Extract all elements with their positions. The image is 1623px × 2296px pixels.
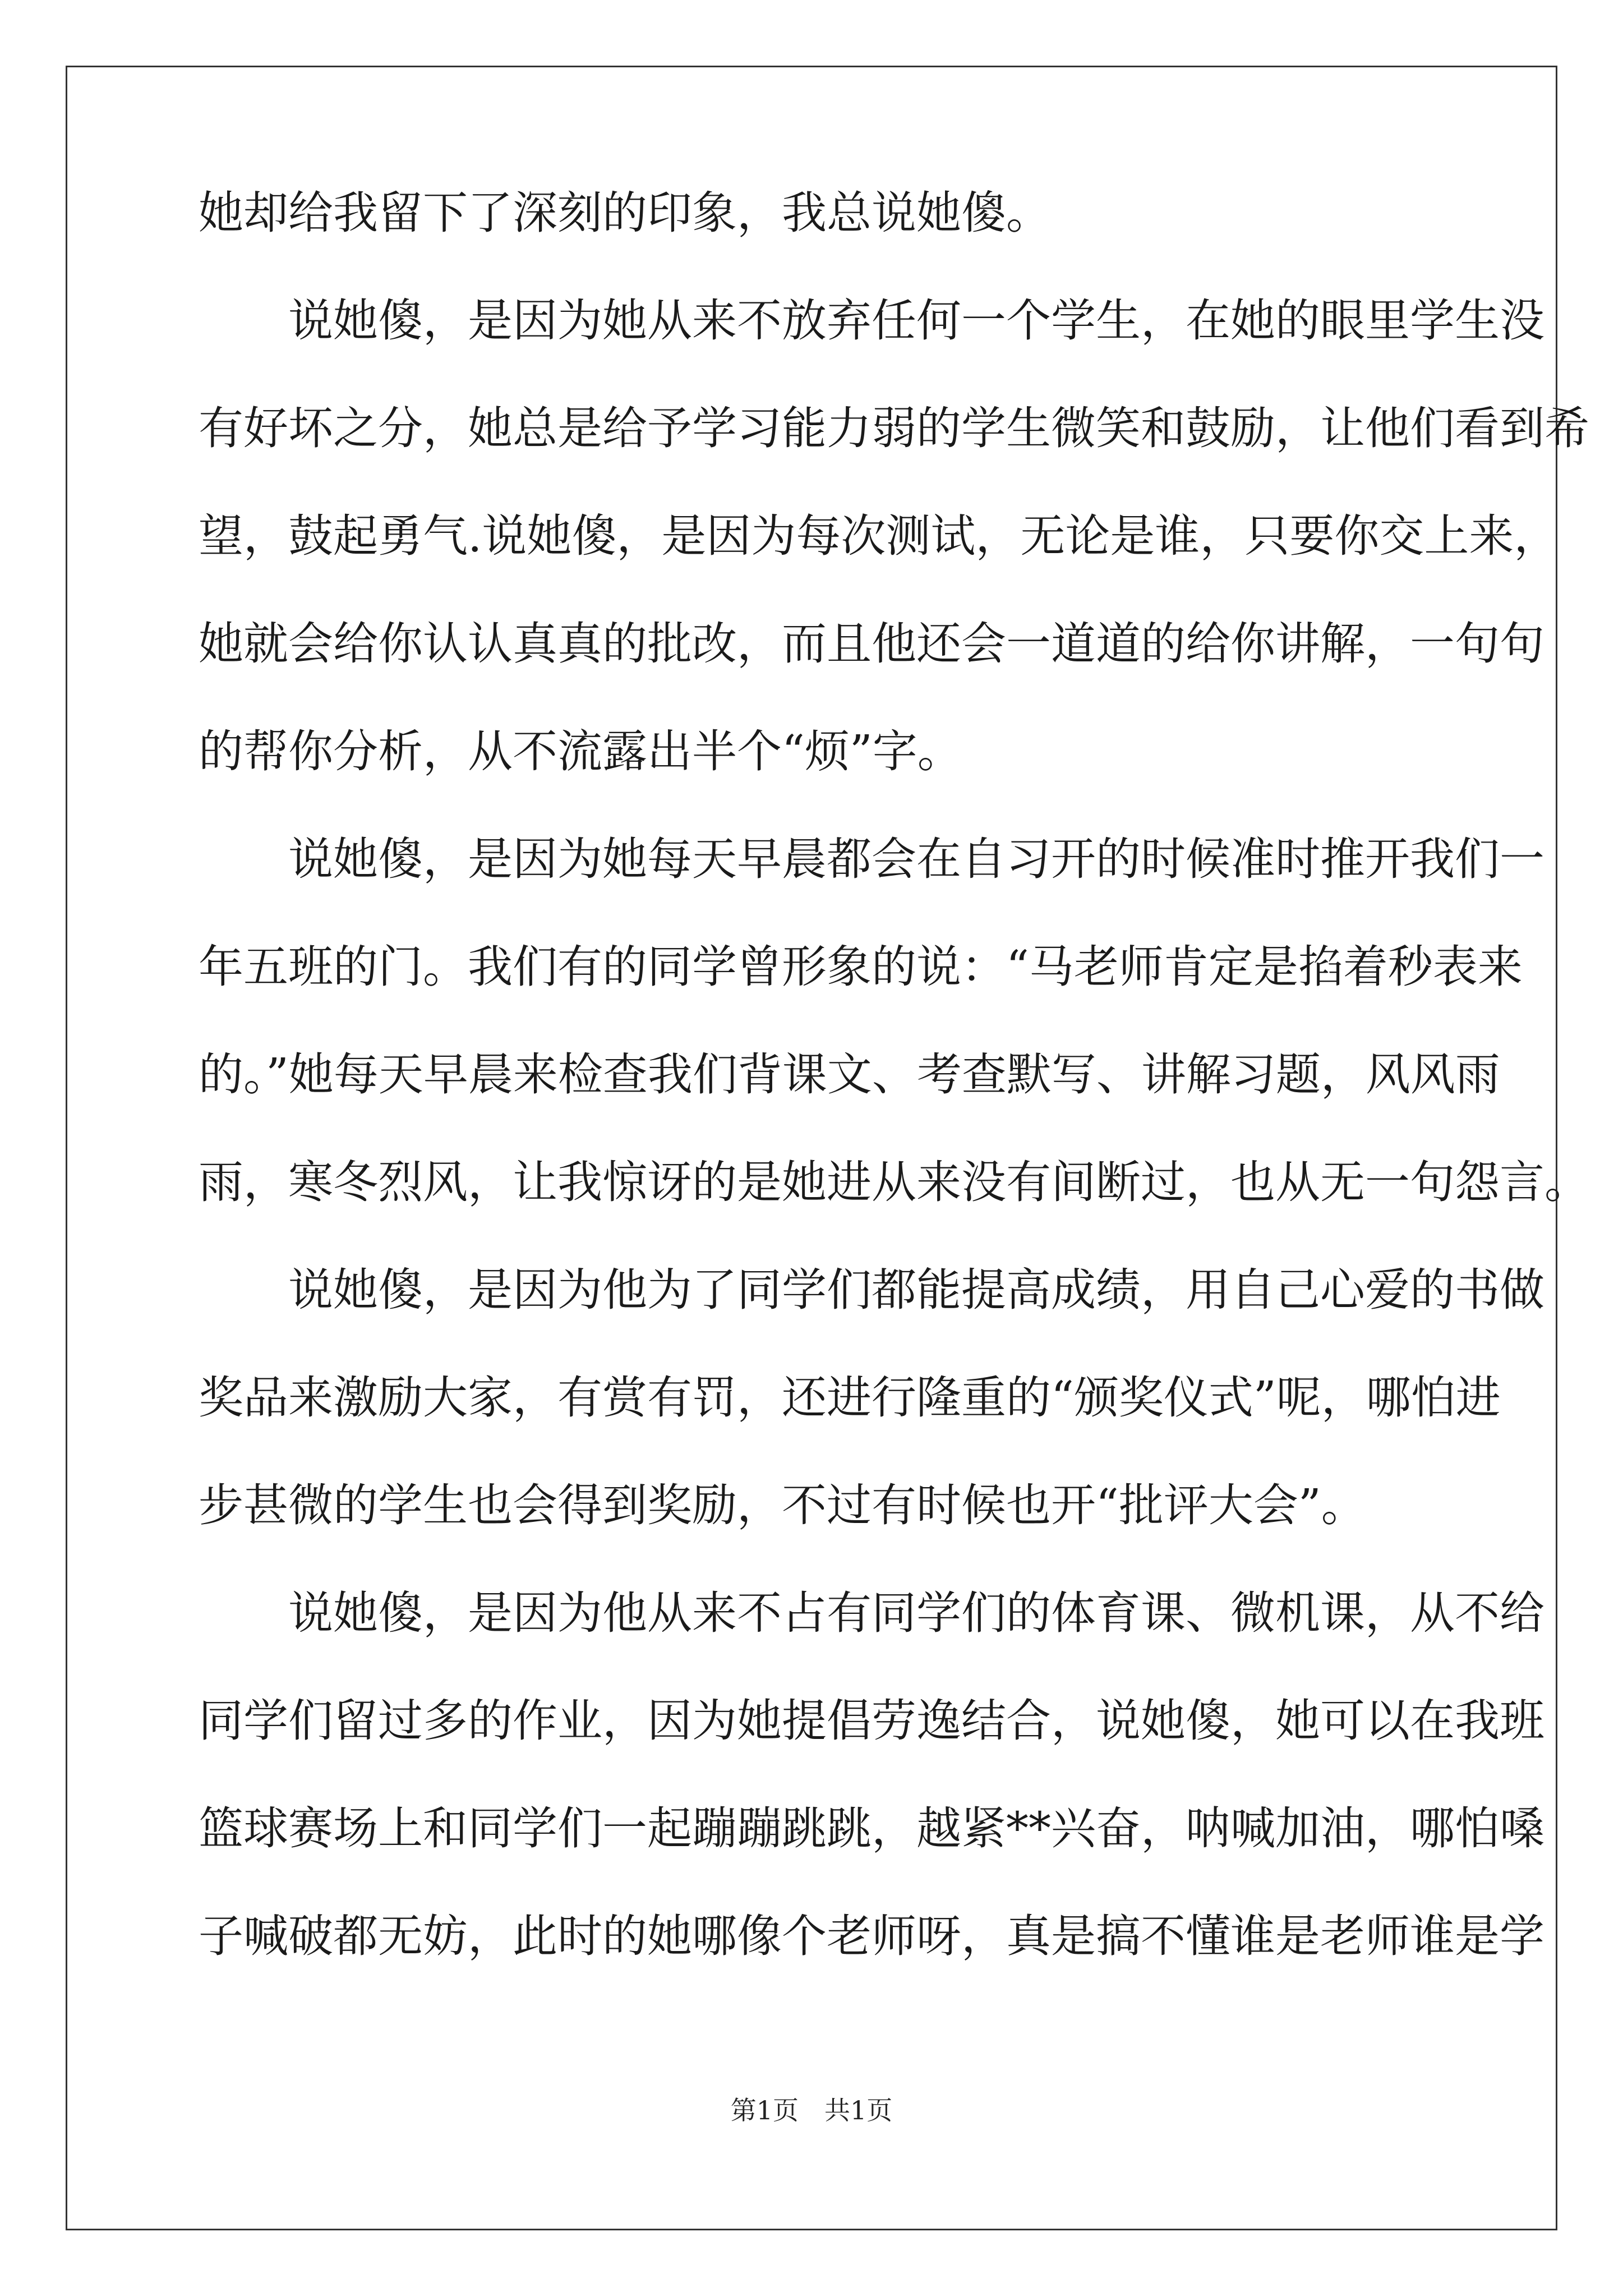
text-line: 有好坏之分，她总是给予学习能力弱的学生微笑和鼓励，让他们看到希: [199, 402, 1589, 454]
page-footer: 第1页 共1页: [730, 2095, 893, 2125]
text-line: 的。”她每天早晨来检查我们背课文、考查默写、讲解习题，风风雨: [199, 1048, 1500, 1101]
text-line: 同学们留过多的作业，因为她提倡劳逸结合，说她傻，她可以在我班: [199, 1695, 1544, 1747]
text-line: 年五班的门。我们有的同学曾形象的说：“马老师肯定是掐着秒表来: [199, 941, 1523, 993]
text-line: 说她傻，是因为他从来不占有同学们的体育课、微机课，从不给: [288, 1587, 1544, 1639]
text-line: 的帮你分析，从不流露出半个“烦”字。: [199, 725, 962, 777]
text-line: 说她傻，是因为她每天早晨都会在自习开的时候准时推开我们一: [288, 833, 1544, 885]
text-line: 篮球赛场上和同学们一起蹦蹦跳跳，越紧**兴奋，呐喊加油，哪怕嗓: [199, 1802, 1544, 1855]
text-line: 雨，寒冬烈风，让我惊讶的是她进从来没有间断过，也从无一句怨言。: [199, 1156, 1589, 1208]
text-line: 她就会给你认认真真的批改，而且他还会一道道的给你讲解，一句句: [199, 618, 1544, 670]
text-line: 说她傻，是因为她从来不放弃任何一个学生，在她的眼里学生没: [288, 295, 1544, 347]
text-line: 子喊破都无妨，此时的她哪像个老师呀，真是搞不懂谁是老师谁是学: [199, 1910, 1544, 1962]
text-line: 奖品来激励大家，有赏有罚，还进行隆重的“颁奖仪式”呢，哪怕进: [199, 1372, 1501, 1424]
text-line: 说她傻，是因为他为了同学们都能提高成绩，用自己心爱的书做: [288, 1264, 1544, 1316]
page-border: [66, 66, 1589, 2230]
text-line: 步甚微的学生也会得到奖励，不过有时候也开“批评大会”。: [199, 1479, 1366, 1531]
text-line: 望，鼓起勇气.说她傻，是因为每次测试，无论是谁，只要你交上来，: [199, 510, 1559, 562]
text-line: 她却给我留下了深刻的印象，我总说她傻。: [199, 187, 1051, 239]
